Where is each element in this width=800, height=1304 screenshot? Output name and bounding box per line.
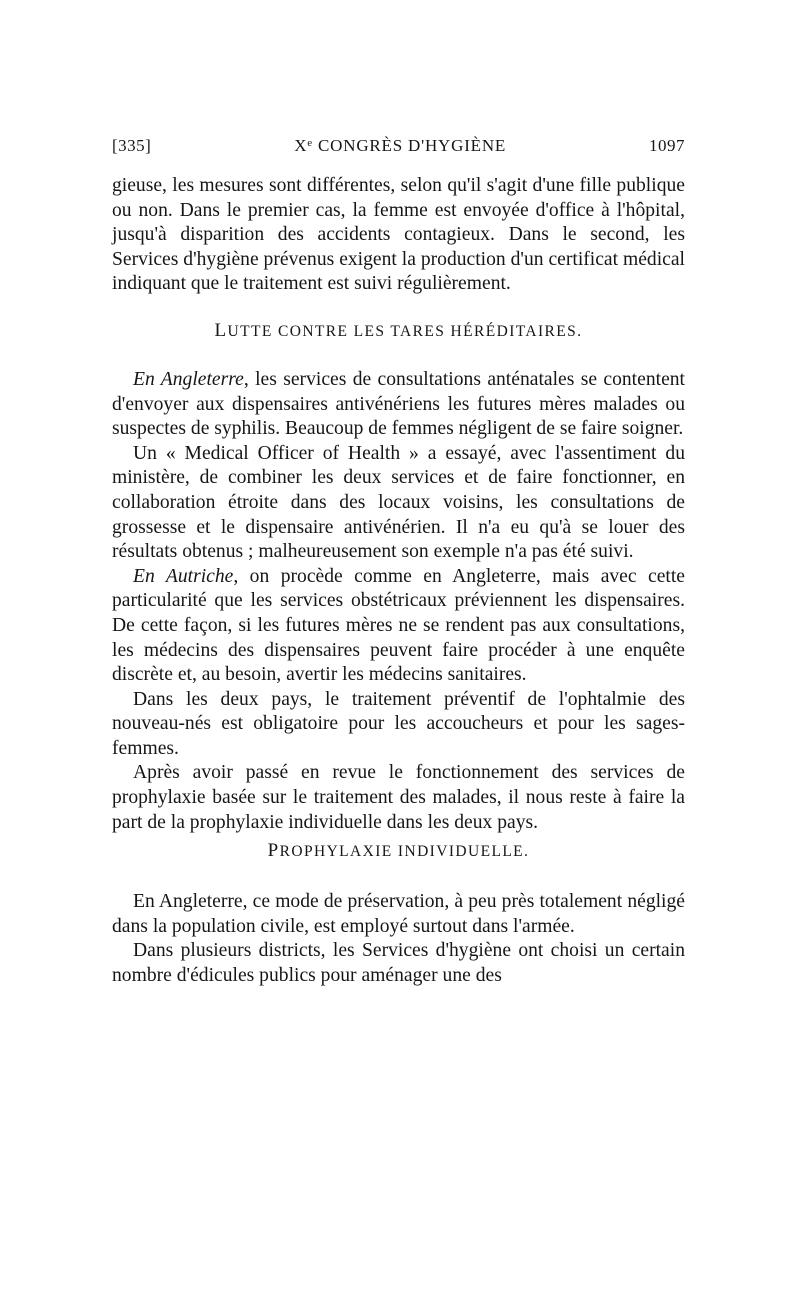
book-page — [112, 136, 685, 989]
paragraph-ophtalmie: Dans les deux pays, le traitement préventif de l'ophtalmie des nouveau-nés est obligatoire pour les accoucheurs et pour les sages-femmes. — [112, 688, 685, 759]
paragraph-medical-officer: Un « Medical Officer of Health » a essayé, avec l'assentiment du ministère, de combiner les deux services et de faire fonctionner, en collaboration étroite dans des locaux voisins, les consultations de grossesse et le dispensaire antivénérien. Il n'a eu qu'à se louer des résultats obtenus ; malheureusement son exemple n'a pas été suivi. — [112, 442, 685, 563]
section-heading-prophylaxie-individuelle — [112, 841, 685, 862]
paragraph-body: , les services de consultations anténatales se contentent d'envoyer aux dispensaires antivénériens les futures mères malades ou suspectes de syphilis. Beaucoup de femmes négligent de se faire soigner. — [112, 368, 686, 440]
running-title-prefix: X — [294, 136, 308, 155]
paragraph-autriche — [112, 565, 685, 688]
paragraph-revue: Après avoir passé en revue le fonctionnement des services de prophylaxie basée sur le traitement des malades, il nous reste à faire la part de la prophylaxie individuelle dans les deux pays. — [112, 762, 685, 833]
paragraph-armee: En Angleterre, ce mode de préservation, à peu près totalement négligé dans la population civile, est employé surtout dans l'armée. — [112, 891, 685, 937]
page-number: 1097 — [649, 136, 685, 155]
paragraph-edicules: Dans plusieurs districts, les Services d'hygiène ont choisi un certain nombre d'édicules publics pour aménager une des — [112, 940, 685, 987]
running-title — [294, 136, 506, 156]
section-heading-tares-hereditaires — [112, 321, 685, 342]
running-head — [112, 136, 685, 160]
paragraph-angleterre — [112, 368, 685, 442]
paragraph-lead-italic: En Autriche — [133, 565, 234, 587]
running-title-superscript: e — [307, 137, 313, 149]
running-title-text: CONGRÈS D'HYGIÈNE — [312, 136, 507, 155]
paragraph-continuation: gieuse, les mesures sont différentes, selon qu'il s'agit d'une fille publique ou non. Dans le premier cas, la femme est envoyée d'office à l'hôpital, jusqu'à disparition des accidents contagieux. Dans le second, les Services d'hygiène prévenus exigent la production d'un certificat médical indiquant que le traitement est suivi régulièrement. — [112, 175, 685, 295]
page-reference: [335] — [112, 136, 152, 155]
heading-rest: UTTE CONTRE LES TARES HÉRÉDITAIRES. — [227, 322, 583, 340]
heading-rest: ROPHYLAXIE INDIVIDUELLE. — [279, 843, 530, 861]
paragraph-lead-italic: En Angleterre — [133, 368, 244, 390]
heading-initial: P — [267, 840, 280, 862]
paragraph-body: , on procède comme en Angleterre, mais avec cette particularité que les services obstétricaux préviennent les dispensaires. De cette façon, si les futures mères ne se rendent pas aux consultations, les médecins des dispensaires peuvent faire procéder à une enquête discrète et, au besoin, avertir les médecins sanitaires. — [112, 565, 685, 686]
heading-initial: L — [214, 319, 228, 341]
